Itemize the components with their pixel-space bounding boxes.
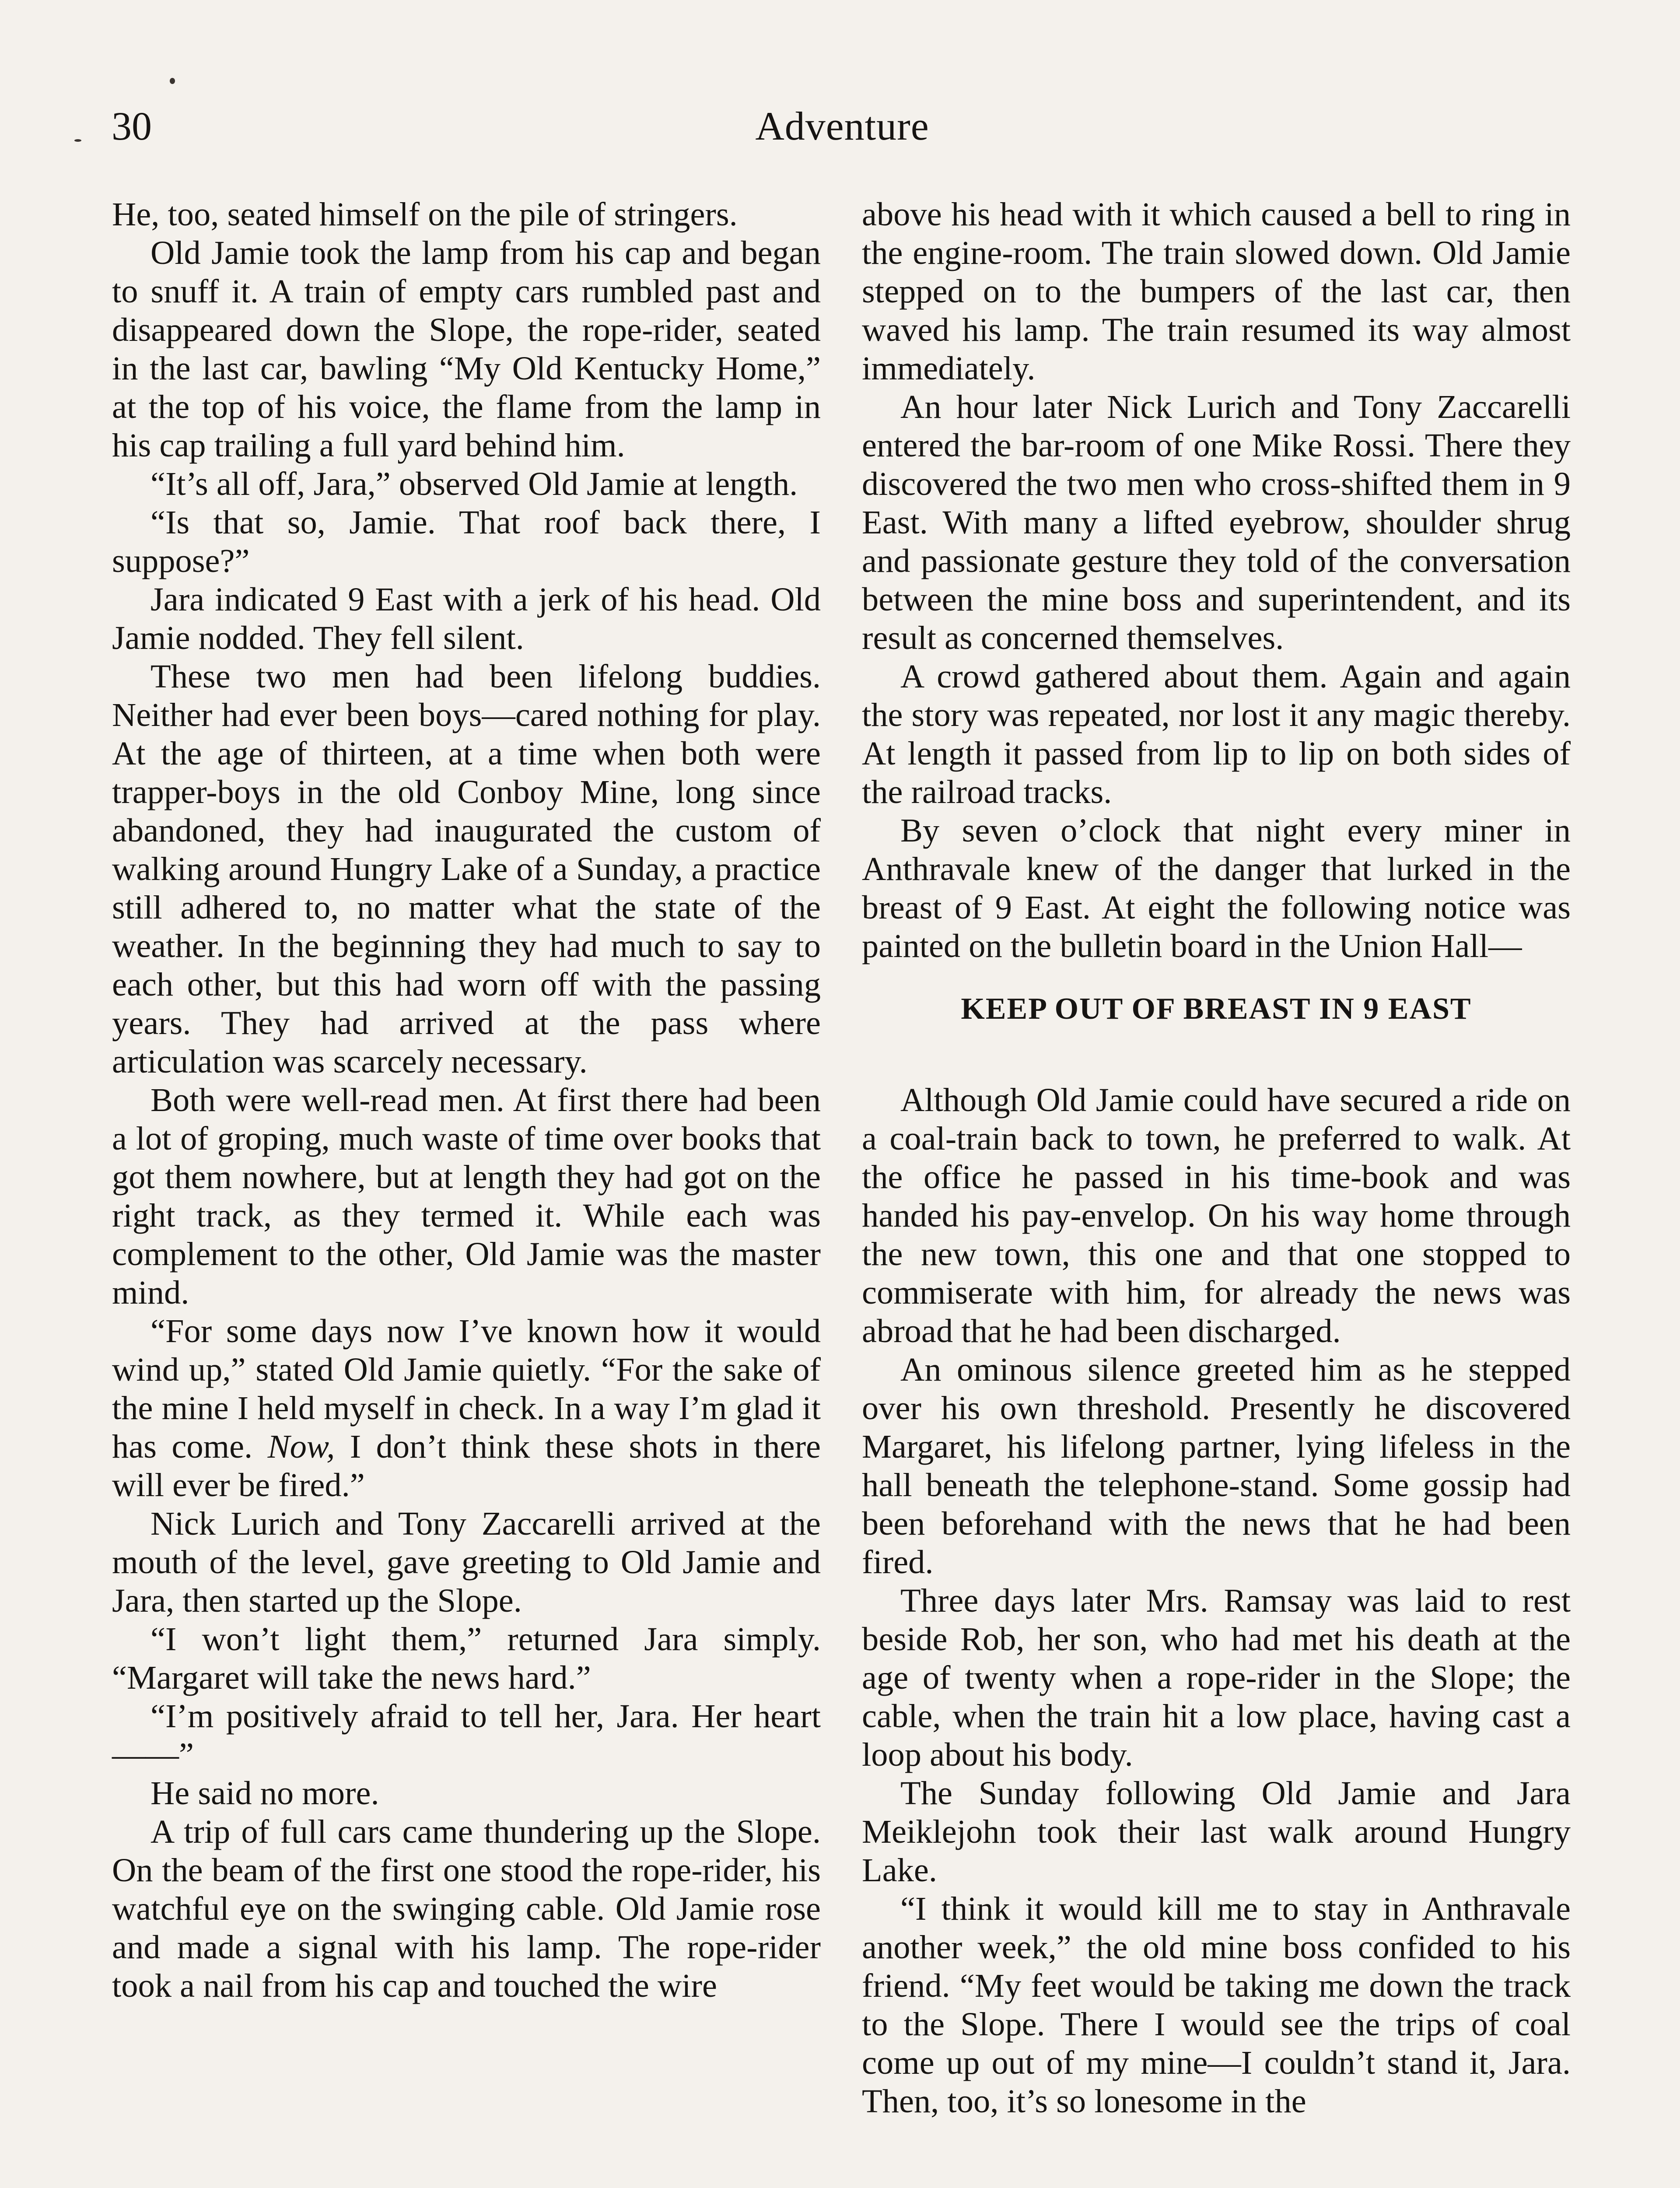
bulletin-notice: KEEP OUT OF BREAST IN 9 EAST (961, 992, 1472, 1026)
paragraph-with-italic (112, 1312, 821, 1504)
paragraph: “I won’t light them,” returned Jara simply. “Margaret will take the news hard.” (112, 1620, 821, 1696)
paragraph: By seven o’clock that night every miner in Anthravale knew of the danger that lurked in the breast of 9 East. At eight the following notice was painted on the bulletin board in the Union Hall— (862, 812, 1571, 964)
paragraph: Three days later Mrs. Ramsay was laid to rest beside Rob, her son, who had met his death at the age of twenty when a rope-rider in the Slope; the cable, when the train hit a low place, having cast a loop about his body. (862, 1582, 1571, 1773)
ink-speck (170, 78, 175, 84)
paragraph: Although Old Jamie could have secured a ride on a coal-train back to town, he preferred to walk. At the office he passed in his time-book and was handed his pay-envelop. On his way home through the new town, this one and that one stopped to commiserate with him, for already the news was abroad that he had been discharged. (862, 1081, 1571, 1350)
paragraph: Old Jamie took the lamp from his cap and began to snuff it. A train of empty cars rumbled past and disappeared down the Slope, the rope-rider, seated in the last car, bawling “My Old Kentucky Home,” at the top of his voice, the flame from the lamp in his cap trailing a full yard behind him. (112, 234, 821, 464)
magazine-title: Adventure (755, 104, 929, 148)
paragraph: above his head with it which caused a bell to ring in the engine-room. The train slowed down. Old Jamie stepped on to the bumpers of the last car, then waved his lamp. The train resumed its way almost immediately. (862, 196, 1571, 387)
page-number: 30 (112, 104, 152, 148)
paragraph: He, too, seated himself on the pile of stringers. (112, 196, 738, 233)
paragraph: He said no more. (150, 1774, 379, 1812)
paragraph: “Is that so, Jamie. That roof back there, I suppose?” (112, 504, 821, 579)
paragraph: Nick Lurich and Tony Zaccarelli arrived at the mouth of the level, gave greeting to Old Jamie and Jara, then started up the Slope. (112, 1505, 821, 1619)
paragraph-text: I don’t think these shots in there will ever be fired.” (112, 1428, 821, 1504)
paragraph: An hour later Nick Lurich and Tony Zaccarelli entered the bar-room of one Mike Rossi. There they discovered the two men who cross-shifted them in 9 East. With many a lifted eyebrow, shoulder shrug and passionate gesture they told of the conversation between the mine boss and superintendent, and its result as concerned themselves. (862, 388, 1571, 656)
paragraph: “I’m positively afraid to tell her, Jara. Her heart——” (112, 1697, 821, 1773)
ink-speck (74, 139, 81, 142)
paragraph: An ominous silence greeted him as he stepped over his own threshold. Presently he discovered Margaret, his lifelong partner, lying lifeless in the hall beneath the telephone-stand. Some gossip had been beforehand with the news that he had been fired. (862, 1351, 1571, 1581)
left-column (112, 195, 821, 2005)
paragraph: A trip of full cars came thundering up the Slope. On the beam of the first one stood the rope-rider, his watchful eye on the swinging cable. Old Jamie rose and made a signal with his lamp. The rope-rider took a nail from his cap and touched the wire (112, 1813, 821, 2004)
page-header (112, 100, 1608, 152)
paragraph: The Sunday following Old Jamie and Jara Meiklejohn took their last walk around Hungry Lake. (862, 1774, 1571, 1889)
paragraph: These two men had been lifelong buddies. Neither had ever been boys—cared nothing for play. At the age of thirteen, at a time when both were trapper-boys in the old Conboy Mine, long since abandoned, they had inaugurated the custom of walking around Hungry Lake of a Sunday, a practice still adhered to, no matter what the state of the weather. In the beginning they had much to say to each other, but this had worn off with the passing years. They had arrived at the pass where articulation was scarcely necessary. (112, 658, 821, 1080)
paragraph: Both were well-read men. At first there had been a lot of groping, much waste of time over books that got them nowhere, but at length they had got on the right track, as they termed it. While each was complement to the other, Old Jamie was the master mind. (112, 1081, 821, 1311)
paragraph: Jara indicated 9 East with a jerk of his head. Old Jamie nodded. They fell silent. (112, 581, 821, 656)
paragraph: “It’s all off, Jara,” observed Old Jamie at length. (150, 465, 798, 502)
paragraph-text: “For some days now I’ve known how it would wind up,” stated Old Jamie quietly. “For the sake of the mine I held myself in check. In a way I’m glad it has come. (112, 1312, 821, 1465)
italic-word: Now, (267, 1428, 335, 1465)
right-column (862, 195, 1571, 2121)
paragraph: A crowd gathered about them. Again and again the story was repeated, nor lost it any magic thereby. At length it passed from lip to lip on both sides of the railroad tracks. (862, 658, 1571, 810)
paragraph: “I think it would kill me to stay in Anthravale another week,” the old mine boss confided to his friend. “My feet would be taking me down the track to the Slope. There I would see the trips of coal come up out of my mine—I couldn’t stand it, Jara. Then, too, it’s so lonesome in the (862, 1890, 1571, 2120)
